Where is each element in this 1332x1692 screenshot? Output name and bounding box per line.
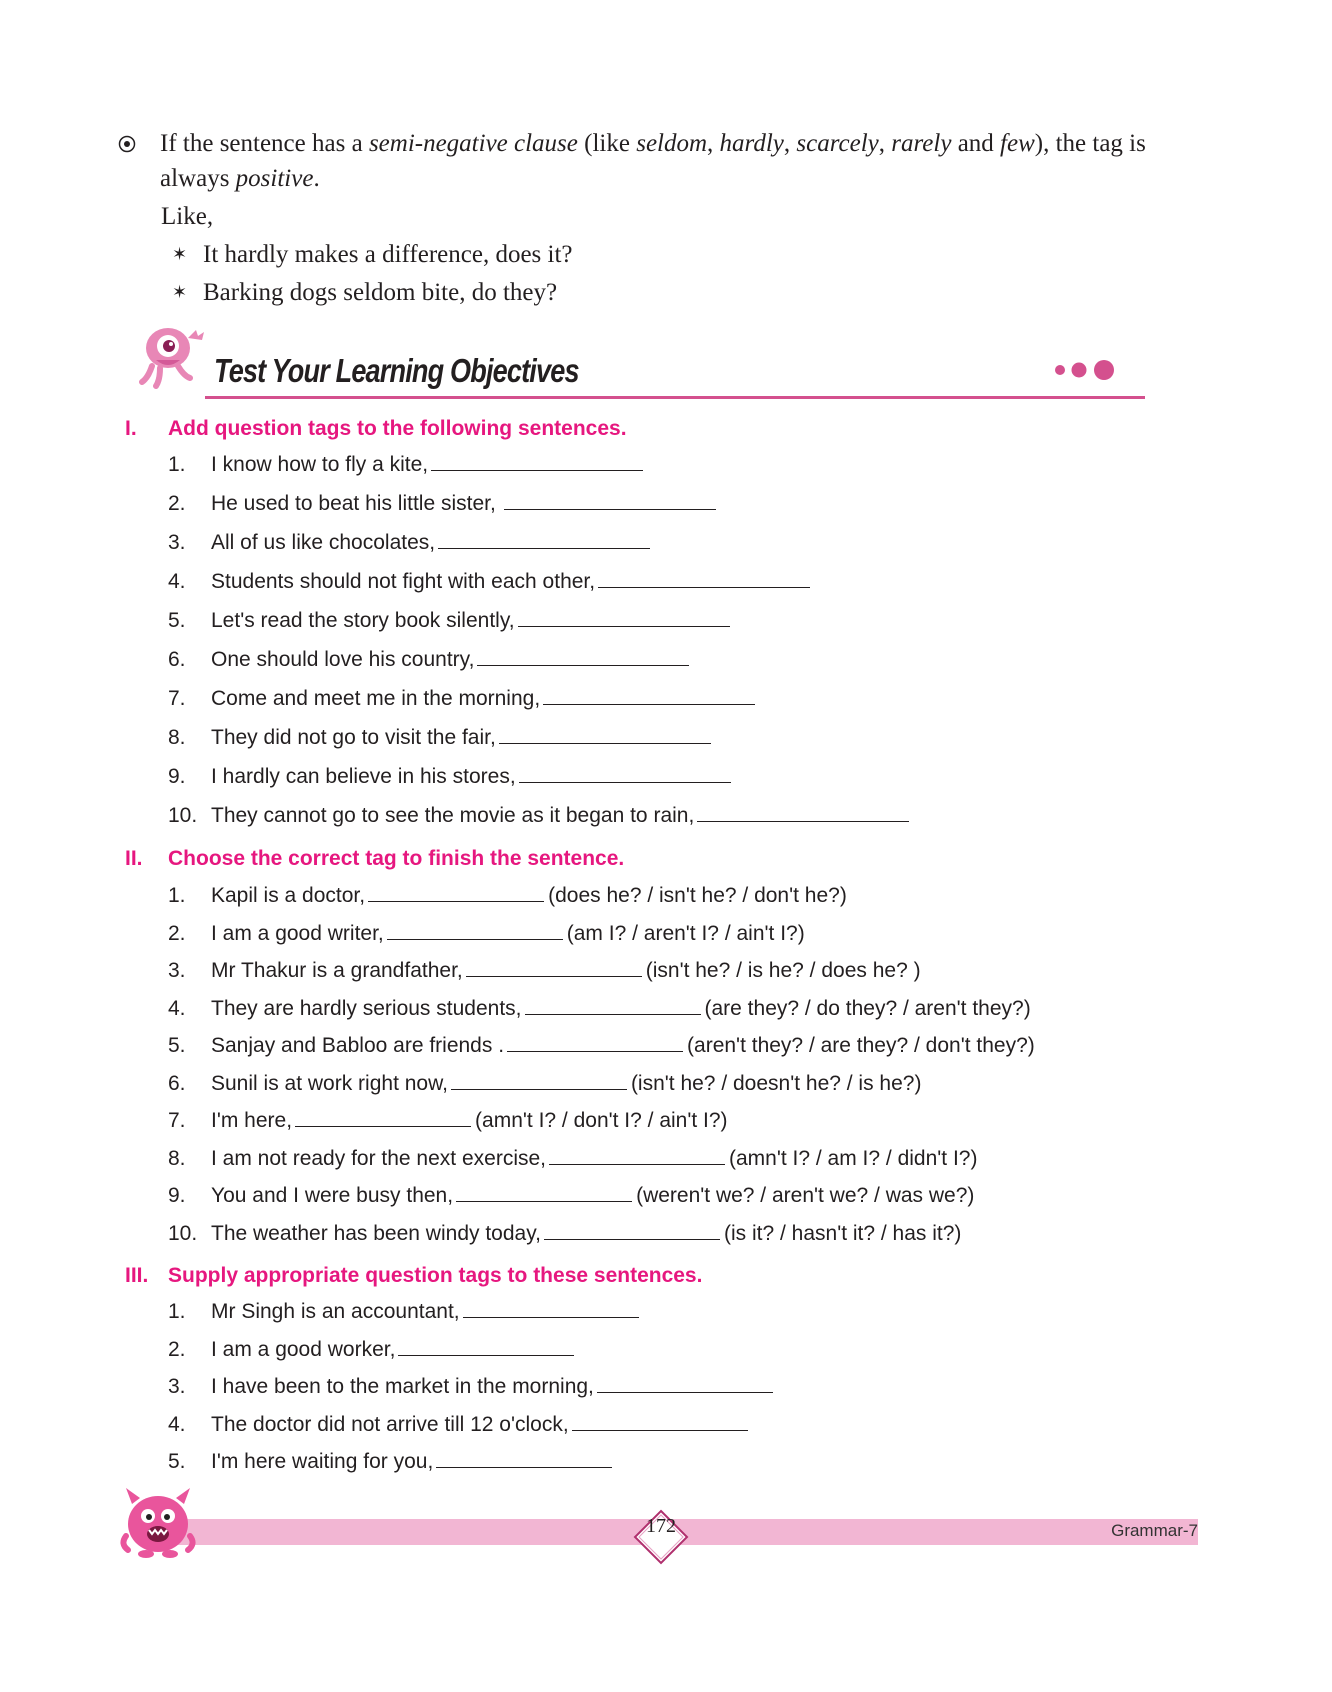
section-title: Test Your Learning Objectives (214, 352, 579, 389)
banner-underline (205, 396, 1145, 399)
list-item: 9. I hardly can believe in his stores, (168, 764, 909, 803)
asterisk-bullet-icon: ✶ (172, 244, 188, 264)
answer-blank[interactable] (572, 1412, 748, 1431)
answer-blank[interactable] (597, 1374, 773, 1393)
answer-blank[interactable] (543, 686, 755, 705)
list-item: 10. They cannot go to see the movie as it began to rain, (168, 803, 909, 842)
answer-blank[interactable] (507, 1033, 683, 1052)
answer-blank[interactable] (463, 1299, 639, 1318)
list-item: 2. I am a good writer, (am I? / aren't I? / ain't I?) (168, 921, 805, 945)
answer-blank[interactable] (525, 996, 701, 1015)
footer-monster-icon (118, 1480, 196, 1565)
answer-blank[interactable] (295, 1108, 471, 1127)
answer-blank[interactable] (544, 1221, 720, 1240)
list-item: 4. Students should not fight with each other, (168, 569, 909, 608)
list-item: 5. I'm here waiting for you, (168, 1449, 773, 1487)
answer-blank[interactable] (477, 647, 689, 666)
answer-blank[interactable] (436, 1449, 612, 1468)
list-item: 1. I know how to fly a kite, (168, 452, 909, 491)
list-item: 7. Come and meet me in the morning, (168, 686, 909, 725)
exercise-list (168, 1299, 773, 1487)
list-item: 9. You and I were busy then, (weren't we? / aren't we? / was we?) (168, 1184, 975, 1207)
circle-bullet-icon (118, 126, 156, 196)
section-number: III. (125, 1264, 149, 1287)
tag-options: (is it? / hasn't it? / has it?) (723, 1221, 962, 1245)
rule-text: If the sentence has a semi-negative clause (like seldom, hardly, scarcely, rarely and few), the tag is always positive. (160, 130, 1146, 192)
answer-blank[interactable] (549, 1146, 725, 1165)
answer-blank[interactable] (368, 883, 544, 902)
answer-blank[interactable] (451, 1071, 627, 1090)
list-item: 3. All of us like chocolates, (168, 530, 909, 569)
tag-options: (amn't I? / am I? / didn't I?) (729, 1146, 978, 1170)
tag-options: (amn't I? / don't I? / ain't I?) (475, 1109, 728, 1132)
list-item: 3. Mr Thakur is a grandfather, (isn't he? / is he? / does he? ) (168, 959, 921, 982)
answer-blank[interactable] (519, 764, 731, 783)
list-item: 8. I am not ready for the next exercise, (amn't I? / am I? / didn't I?) (168, 1146, 978, 1170)
list-item: 7. I'm here, (amn't I? / don't I? / ain't I?) (168, 1109, 728, 1132)
answer-blank[interactable] (518, 608, 730, 627)
list-item: 6. One should love his country, (168, 647, 909, 686)
section-instruction: Choose the correct tag to finish the sentence. (168, 847, 625, 870)
section-heading (125, 847, 624, 871)
list-item: 5. Let's read the story book silently, (168, 608, 909, 647)
like-label: Like, (161, 203, 214, 230)
list-item: 8. They did not go to visit the fair, (168, 725, 909, 764)
tag-options: (aren't they? / are they? / don't they?) (687, 1034, 1035, 1057)
tag-options: (isn't he? / doesn't he? / is he?) (630, 1071, 922, 1095)
list-item: 2. I am a good worker, (168, 1337, 773, 1375)
answer-blank[interactable] (504, 491, 716, 510)
tag-options: (does he? / isn't he? / don't he?) (548, 884, 847, 907)
tag-options: (isn't he? / is he? / does he? ) (645, 959, 921, 982)
list-item: 1. Kapil is a doctor, (does he? / isn't he? / don't he?) (168, 884, 847, 907)
answer-blank[interactable] (697, 803, 909, 822)
list-item: 6. Sunil is at work right now, (isn't he? / doesn't he? / is he?) (168, 1071, 922, 1095)
example-item: ✶ It hardly makes a difference, does it? (172, 237, 1198, 272)
section-heading (125, 1264, 702, 1288)
answer-blank[interactable] (431, 452, 643, 471)
list-item: 4. They are hardly serious students, (are they? / do they? / aren't they?) (168, 996, 1031, 1020)
list-item: 5. Sanjay and Babloo are friends . (aren't they? / are they? / don't they?) (168, 1034, 1035, 1057)
book-label: Grammar-7 (1111, 1521, 1198, 1540)
answer-blank[interactable] (456, 1183, 632, 1202)
answer-blank[interactable] (438, 530, 650, 549)
list-item: 10. The weather has been windy today, (is it? / hasn't it? / has it?) (168, 1221, 962, 1245)
section-instruction: Supply appropriate question tags to these sentences. (168, 1264, 703, 1287)
example-item: ✶ Barking dogs seldom bite, do they? (172, 275, 1198, 310)
tag-options: (weren't we? / aren't we? / was we?) (636, 1184, 975, 1207)
section-number: I. (125, 417, 137, 440)
answer-blank[interactable] (598, 569, 810, 588)
exercise-list (168, 452, 909, 842)
tag-options: (are they? / do they? / aren't they?) (704, 996, 1031, 1020)
exercise-list (168, 883, 1035, 1258)
section-heading (125, 417, 627, 441)
grammar-rule-block (118, 126, 1198, 310)
asterisk-bullet-icon: ✶ (172, 282, 188, 302)
list-item: 1. Mr Singh is an accountant, (168, 1299, 773, 1337)
list-item: 2. He used to beat his little sister, (168, 491, 909, 530)
answer-blank[interactable] (387, 921, 563, 940)
answer-blank[interactable] (499, 725, 711, 744)
page-number: 172 (646, 1515, 676, 1537)
section-instruction: Add question tags to the following sentences. (168, 417, 627, 440)
answer-blank[interactable] (466, 958, 642, 977)
section-number: II. (125, 847, 143, 870)
tag-options: (am I? / aren't I? / ain't I?) (566, 921, 805, 945)
list-item: 3. I have been to the market in the morning, (168, 1374, 773, 1412)
answer-blank[interactable] (398, 1337, 574, 1356)
list-item: 4. The doctor did not arrive till 12 o'clock, (168, 1412, 773, 1450)
